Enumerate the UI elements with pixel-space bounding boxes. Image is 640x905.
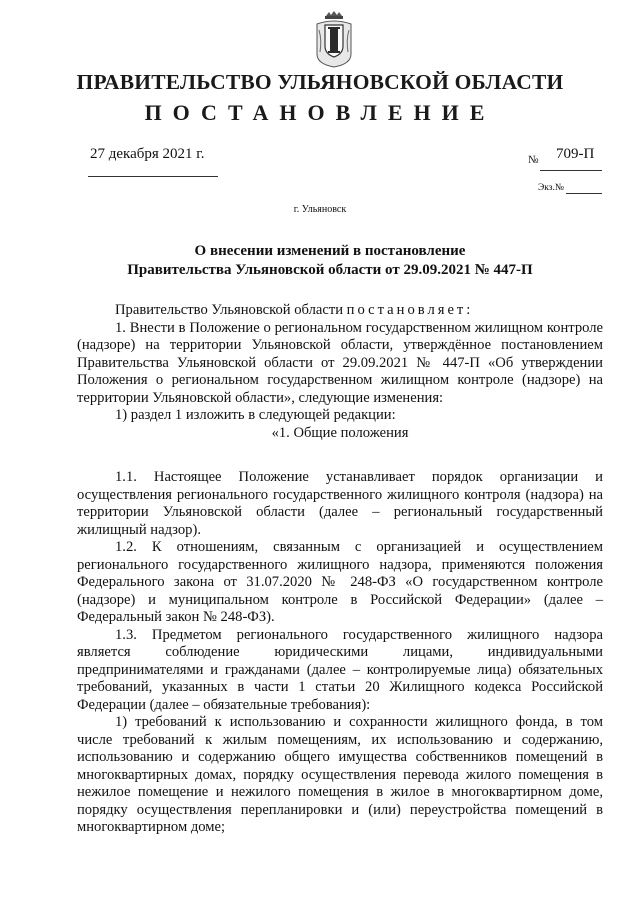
number-underline: [540, 170, 602, 171]
document-number: 709-П: [556, 146, 595, 162]
clause-1-3: 1.3. Предметом регионального государственного жилищного надзора является соблюдение юридическими лицами, индивидуальными предпринимателями и гражданами (далее – контролируемые лица) обязательных требований, указанных в части 1 статьи 20 Жилищного кодекса Российской Федерации (далее – обязательные требования):: [77, 626, 603, 713]
copy-underline: [566, 193, 602, 194]
government-title: ПРАВИТЕЛЬСТВО УЛЬЯНОВСКОЙ ОБЛАСТИ: [76, 70, 564, 94]
clause-1-3-item-1: 1) требований к использованию и сохранности жилищного фонда, в том числе требований к жилым помещениям, их использованию и содержанию, использованию и содержанию общего имущества собственников помещений в многоквартирных домах, порядку осуществления перевода жилого помещения в нежилое помещение и нежилого помещения в жилое в многоквартирном доме, порядку осуществления перепланировки и (или) переустройства помещений в многоквартирном доме;: [77, 714, 603, 835]
heading-line-1: О внесении изменений в постановление: [194, 243, 466, 259]
document-type: ПОСТАНОВЛЕНИЕ: [144, 100, 496, 125]
paragraph-1: 1. Внести в Положение о региональном государственном жилищном контроле (надзоре) на территории Ульяновской области, утверждённое постановлением Правительства Ульяновской области от 29.09.2021 № 447-П «Об утверждении Положения о региональном государственном жилищном контроле (надзоре) на территории Ульяновской области», следующие изменения:: [77, 319, 603, 406]
clause-1-1: 1.1. Настоящее Положение устанавливает порядок организации и осуществления регионального государственного жилищного контроля (надзора) на территории Ульяновской области (далее – региональный государственный жилищный надзор).: [77, 469, 603, 538]
intro-paragraph: [77, 302, 603, 320]
clause-1-2: 1.2. К отношениям, связанным с организацией и осуществлением регионального государственного жилищного надзора, применяются положения Федерального закона от 31.07.2020 № 248-ФЗ «О государственном контроле (надзоре) и муниципальном контроле в Российской Федерации» (далее – Федеральный закон № 248-ФЗ).: [77, 539, 603, 625]
heading-line-2: Правительства Ульяновской области от 29.09.2021 № 447-П: [127, 262, 533, 278]
document-date: 27 декабря 2021 г.: [90, 146, 205, 162]
coat-of-arms-emblem-icon: [313, 10, 355, 68]
city-name: г. Ульяновск: [293, 204, 347, 215]
copy-label: Экз.№: [538, 183, 564, 193]
intro-text: Правительство Ульяновской области: [115, 302, 347, 318]
date-underline: [88, 176, 218, 177]
document-body: [77, 302, 603, 837]
paragraph-1-1: 1) раздел 1 изложить в следующей редакции:: [115, 407, 396, 423]
section-title: «1. Общие положения: [271, 424, 409, 441]
intro-verb: постановляет:: [346, 302, 474, 318]
document-heading: [60, 242, 600, 280]
number-label: №: [528, 154, 539, 166]
